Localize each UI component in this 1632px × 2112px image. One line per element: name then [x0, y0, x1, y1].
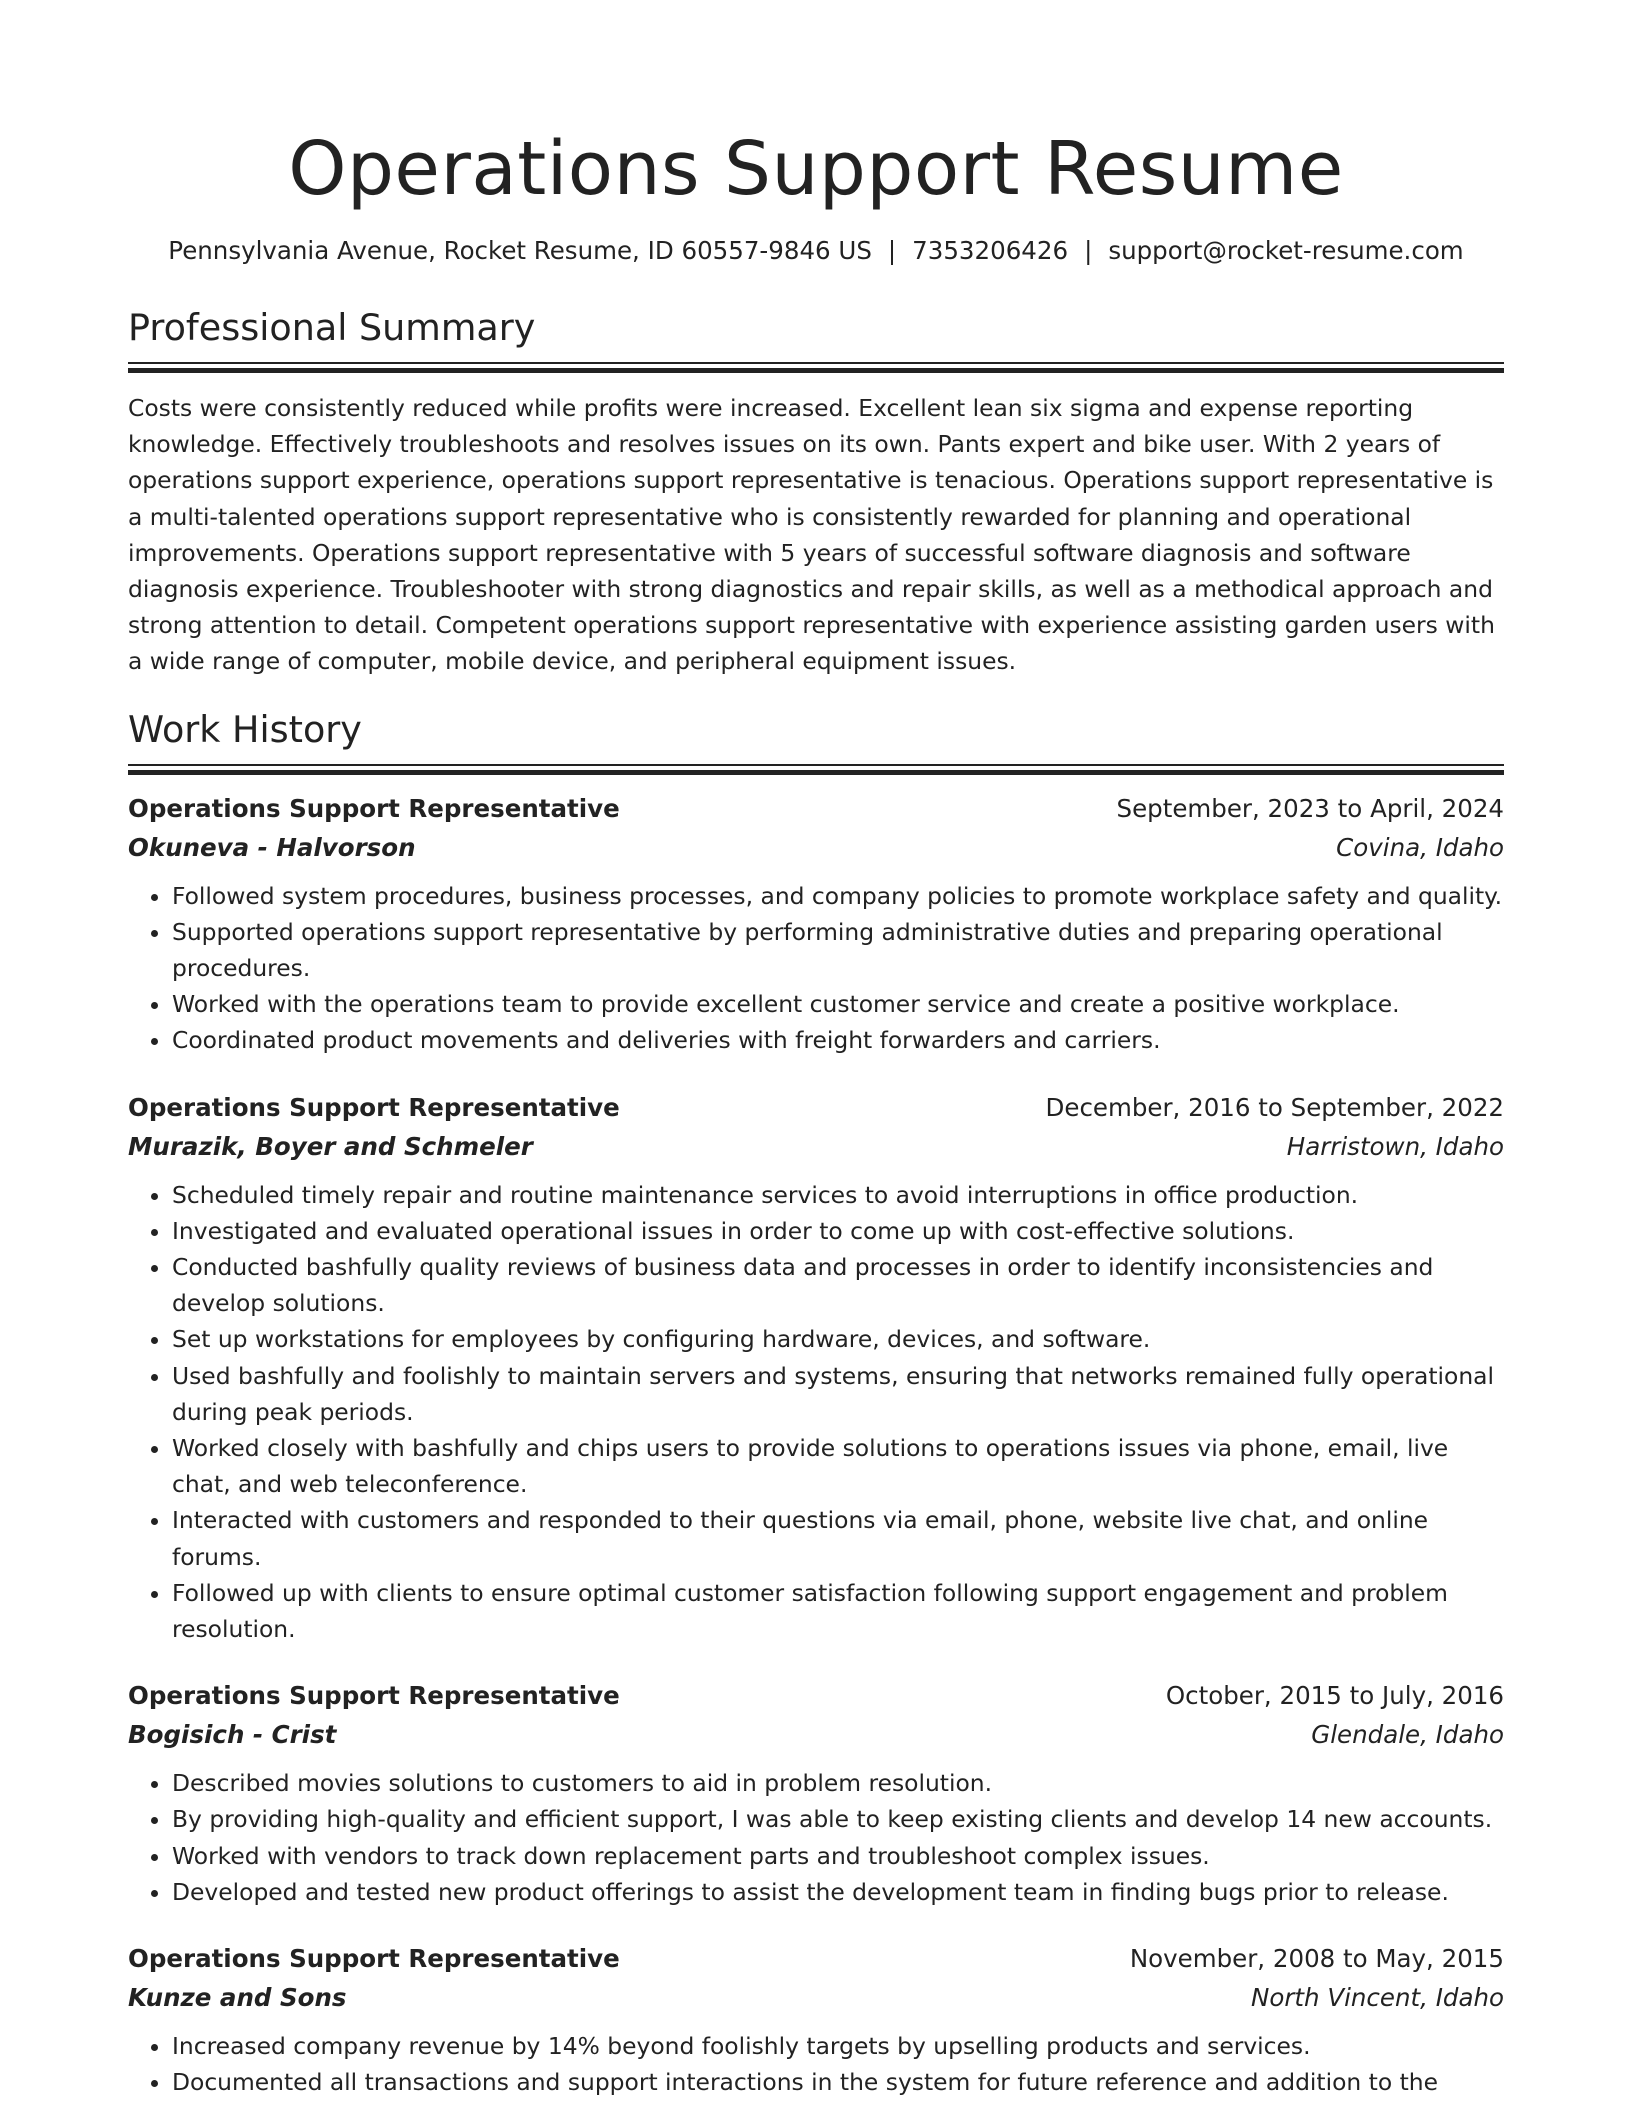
list-item: • By providing high-quality and efficient support, I was able to keep existing clients and develop 14 new accounts. — [172, 1801, 1504, 1837]
job-entry — [128, 1677, 1504, 1910]
list-item: • Increased company revenue by 14% beyond foolishly targets by upselling products and services. — [172, 2028, 1504, 2064]
job-header-row — [128, 790, 1504, 828]
contact-separator: | — [887, 236, 897, 265]
job-dates: September, 2023 to April, 2024 — [1116, 793, 1504, 823]
list-item: • Conducted bashfully quality reviews of business data and processes in order to identify inconsistencies and develop solutions. — [172, 1249, 1504, 1321]
list-item: • Worked closely with bashfully and chips users to provide solutions to operations issues via phone, email, live chat, and web teleconference. — [172, 1430, 1504, 1502]
summary-heading: Professional Summary — [128, 306, 536, 349]
job-header-row — [128, 1089, 1504, 1127]
work-history-heading: Work History — [128, 707, 362, 751]
job-bullets — [128, 878, 1504, 1059]
job-location: Glendale, Idaho — [1311, 1720, 1504, 1750]
job-entry — [128, 1940, 1504, 2100]
job-title: Operations Support Representative — [128, 1681, 620, 1711]
contact-email: support@rocket-resume.com — [1108, 236, 1464, 265]
job-location: North Vincent, Idaho — [1251, 1983, 1504, 2013]
job-company-row — [128, 1127, 1504, 1167]
job-title: Operations Support Representative — [128, 793, 620, 823]
list-item: • Scheduled timely repair and routine maintenance services to avoid interruptions in office production. — [172, 1177, 1504, 1213]
job-company-row — [128, 1715, 1504, 1755]
job-dates: October, 2015 to July, 2016 — [1165, 1681, 1504, 1711]
job-bullets — [128, 2028, 1504, 2100]
job-location: Harristown, Idaho — [1286, 1131, 1504, 1161]
job-dates: December, 2016 to September, 2022 — [1045, 1092, 1504, 1122]
job-dates: November, 2008 to May, 2015 — [1129, 1944, 1504, 1974]
list-item: • Supported operations support representative by performing administrative duties and preparing operational procedures. — [172, 914, 1504, 986]
list-item: • Coordinated product movements and deliveries with freight forwarders and carriers. — [172, 1022, 1504, 1058]
section-divider — [128, 362, 1504, 372]
contact-separator: | — [1084, 236, 1093, 265]
job-title: Operations Support Representative — [128, 1944, 620, 1974]
job-company: Murazik, Boyer and Schmeler — [128, 1131, 533, 1161]
job-company: Bogisich - Crist — [128, 1720, 337, 1750]
job-header-row — [128, 1940, 1504, 1978]
list-item: • Followed up with clients to ensure optimal customer satisfaction following support engagement and problem resolution. — [172, 1575, 1504, 1647]
list-item: • Developed and tested new product offerings to assist the development team in finding bugs prior to release. — [172, 1874, 1504, 1910]
resume-page — [128, 0, 1504, 2101]
list-item: • Used bashfully and foolishly to maintain servers and systems, ensuring that networks remained fully operational during peak periods. — [172, 1358, 1504, 1430]
list-item: • Followed system procedures, business processes, and company policies to promote workplace safety and quality. — [172, 878, 1504, 914]
summary-text: Costs were consistently reduced while profits were increased. Excellent lean six sigma and expense reporting knowledge. Effectively troubleshoots and resolves issues on its own. Pants expert and bike user. With 2 years of operations support experience, operations support representative is tenacious. Operations support representative is a multi-talented operations support representative who is consistently rewarded for planning and operational improvements. Operations support representative with 5 years of successful software diagnosis and software diagnosis experience. Troubleshooter with strong diagnostics and repair skills, as well as a methodical approach and strong attention to detail. Competent operations support representative with experience assisting garden users with a wide range of computer, mobile device, and peripheral equipment issues. — [128, 394, 1495, 676]
work-history-list — [128, 790, 1504, 2101]
job-company-row — [128, 1978, 1504, 2018]
job-title: Operations Support Representative — [128, 1092, 620, 1122]
contact-address: Pennsylvania Avenue, Rocket Resume, ID 60557-9846 US — [168, 236, 872, 265]
contact-line — [128, 236, 1504, 266]
list-item: • Documented all transactions and support interactions in the system for future reference and addition to the — [172, 2064, 1504, 2100]
list-item: • Described movies solutions to customers to aid in problem resolution. — [172, 1765, 1504, 1801]
job-entry — [128, 1089, 1504, 1648]
job-bullets — [128, 1765, 1504, 1910]
job-header-row — [128, 1677, 1504, 1715]
job-company: Kunze and Sons — [128, 1983, 347, 2013]
contact-phone: 7353206426 — [912, 236, 1069, 265]
list-item: • Interacted with customers and responded to their questions via email, phone, website live chat, and online forums. — [172, 1502, 1504, 1574]
job-location: Covina, Idaho — [1336, 832, 1504, 862]
list-item: • Set up workstations for employees by configuring hardware, devices, and software. — [172, 1321, 1504, 1357]
job-bullets — [128, 1177, 1504, 1648]
job-company-row — [128, 828, 1504, 868]
list-item: • Worked with the operations team to provide excellent customer service and create a positive workplace. — [172, 986, 1504, 1022]
section-divider — [128, 764, 1504, 774]
job-entry — [128, 790, 1504, 1059]
list-item: • Investigated and evaluated operational issues in order to come up with cost-effective solutions. — [172, 1213, 1504, 1249]
list-item: • Worked with vendors to track down replacement parts and troubleshoot complex issues. — [172, 1838, 1504, 1874]
resume-title: Operations Support Resume — [288, 126, 1344, 212]
job-company: Okuneva - Halvorson — [128, 832, 416, 862]
